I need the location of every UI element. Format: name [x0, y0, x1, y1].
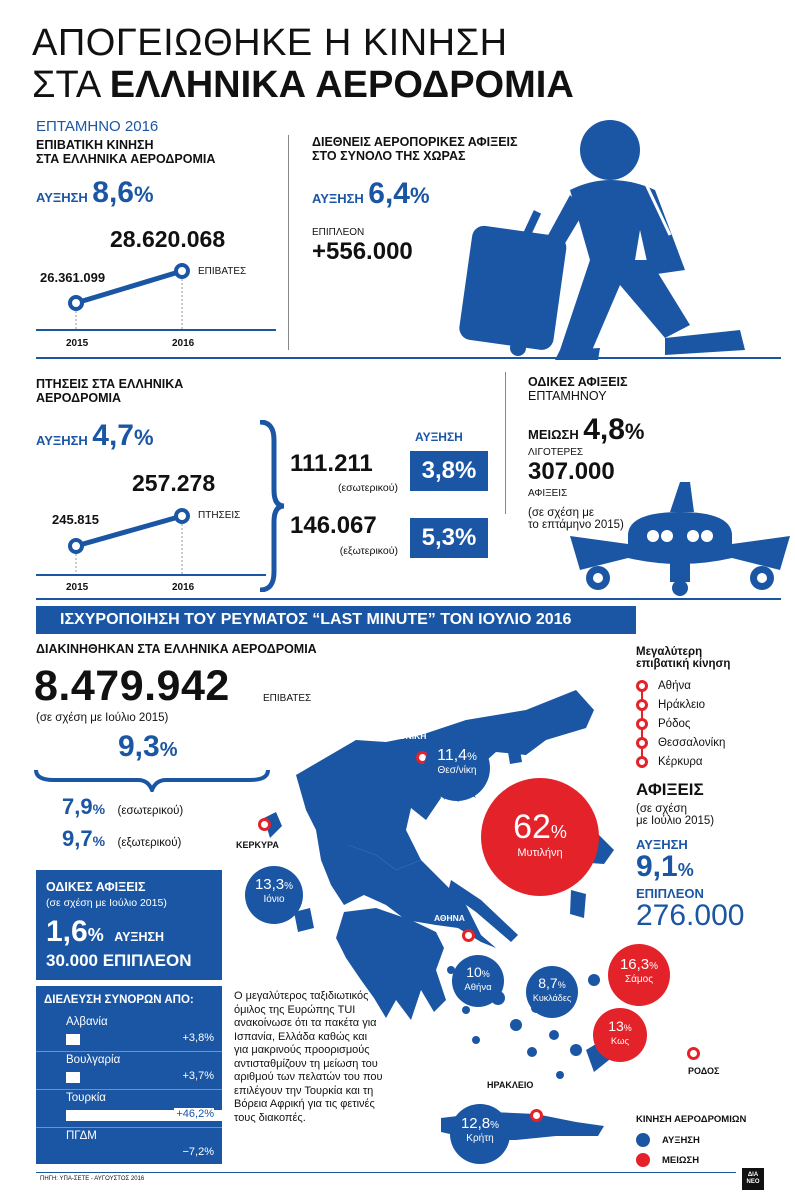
domestic-flights-pct: 3,8% [410, 451, 488, 491]
road7-arrivals-label: ΑΦΙΞΕΙΣ [528, 488, 568, 499]
legend-down-dot [636, 1153, 650, 1167]
legend-ring-icon [636, 680, 648, 692]
flights-year-2016: 2016 [172, 582, 195, 593]
arrivals-increase-label: ΑΥΞΗΣΗ [636, 837, 688, 852]
legend-down-row [636, 1153, 786, 1167]
flights-col-label: ΑΥΞΗΣΗ [415, 430, 463, 444]
title-line-2-light: ΣΤΑ [32, 64, 100, 106]
july-dom-label: (εσωτερικού) [117, 805, 184, 817]
domestic-flights-value: 111.211 [290, 450, 373, 477]
circle-kykl-name: Κυκλάδες [532, 993, 572, 1003]
circle-ionio-name: Ιόνιο [263, 894, 285, 905]
curly-brace-icon [256, 420, 286, 592]
chios [570, 890, 586, 918]
border-country: Βουλγαρία [66, 1054, 121, 1066]
border-crossings-box [36, 986, 222, 1164]
road-pct-sign: % [87, 925, 104, 945]
publisher-logo-text: ΔΙΑ ΝΕΟ [746, 1172, 760, 1185]
july-total-unit: ΕΠΙΒΑΤΕΣ [263, 693, 312, 704]
july-domestic [62, 794, 183, 820]
divider-horizontal-1 [36, 357, 781, 359]
legend-airport-name: Θεσσαλονίκη [658, 736, 726, 749]
intl-flights-label: (εξωτερικού) [339, 545, 398, 557]
circle-kos [593, 1008, 647, 1062]
legend-up-dot [636, 1133, 650, 1147]
flights-increase-value: 4,7 [92, 419, 134, 452]
border-value: −7,2% [182, 1146, 214, 1158]
circle-samos-value: 16,3 [619, 956, 650, 973]
border-country: ΠΓΔΜ [66, 1130, 97, 1142]
arrivals-note-2: με Ιούλιο 2015) [636, 815, 715, 827]
july-dom-sign: % [92, 801, 106, 817]
flights-heading-2: ΑΕΡΟΔΡΟΜΙΑ [36, 391, 122, 405]
publisher-logo [742, 1168, 764, 1190]
point-2016 [176, 265, 188, 277]
passenger-value-2016: 28.620.068 [110, 226, 226, 252]
circle-ionio-sign: % [284, 881, 294, 892]
arrivals-pct: 9,1 [636, 850, 678, 883]
border-country: Αλβανία [66, 1016, 108, 1028]
legend-airport-name: Κέρκυρα [658, 755, 703, 768]
road7-less-value: 307.000 [528, 458, 615, 485]
border-row [36, 1014, 222, 1052]
divider-horizontal-2 [36, 598, 781, 600]
flights-point-2015 [70, 540, 82, 552]
arrivals-extra-value: 276.000 [636, 899, 745, 932]
city-label-thessaloniki: ΘΕΣΣΑΛΟΝΙΚΗ [365, 731, 427, 741]
source-note: ΠΗΓΗ: ΥΠΑ-ΣΕΤΕ - ΑΥΓΟΥΣΤΟΣ 2016 [40, 1176, 145, 1182]
intl-flights-pct: 5,3% [410, 518, 488, 558]
border-bar [66, 1072, 80, 1083]
legend-up-label: ΑΥΞΗΣΗ [662, 1134, 700, 1146]
increase-pct: % [134, 182, 154, 207]
title-line-1: ΑΠΟΓΕΙΩΘΗΚΕ Η ΚΙΝΗΣΗ [32, 22, 508, 64]
point-2015 [70, 297, 82, 309]
july-international [62, 826, 181, 852]
border-value: +3,8% [182, 1032, 214, 1044]
intl-increase-pct: % [410, 183, 430, 208]
title-line-2 [32, 64, 632, 106]
legend-airport-item [636, 752, 786, 771]
title-line-2-bold: ΕΛΛΗΝΙΚΑ ΑΕΡΟΔΡΟΜΙΑ [109, 64, 574, 106]
july-pct-value: 9,3 [118, 730, 160, 763]
circle-kyklades [526, 966, 578, 1018]
circle-mytil-value: 62 [513, 808, 551, 846]
legend-airport-item [636, 733, 786, 752]
road-pct-row [46, 915, 222, 949]
circle-mytil-sign: % [550, 822, 567, 842]
airport-marker-rodos [687, 1047, 700, 1060]
road-title: ΟΔΙΚΕΣ ΑΦΙΞΕΙΣ [46, 880, 146, 894]
flights-unit: ΠΤΗΣΕΙΣ [198, 510, 241, 521]
legend-ring-icon [636, 737, 648, 749]
flights-year-2015: 2015 [66, 582, 89, 593]
city-label-kerkyra: ΚΕΡΚΥΡΑ [236, 840, 279, 850]
year-2015: 2015 [66, 338, 89, 349]
airplane-icon [570, 478, 790, 608]
circle-mytilini [481, 778, 599, 896]
airport-legend [636, 646, 786, 771]
july-total: 8.479.942 [34, 662, 230, 710]
circle-ionio-value: 13,3 [254, 876, 285, 893]
city-label-rodos: ΡΟΔΟΣ [688, 1066, 720, 1076]
legend-down-label: ΜΕΙΩΣΗ [662, 1154, 700, 1166]
circle-thess-name: Θεσ/νίκη [437, 765, 477, 776]
road-pct: 1,6 [46, 915, 88, 948]
july-pct-sign: % [159, 739, 178, 761]
circle-athina-value: 10 [466, 964, 482, 980]
legend-airport-name: Ρόδος [658, 717, 691, 730]
last-minute-banner [36, 606, 636, 634]
circle-athina-name: Αθήνα [464, 982, 492, 993]
road7-decrease-value: 4,8 [583, 413, 625, 446]
flights-increase-label: ΑΥΞΗΣΗ [36, 433, 88, 448]
circle-athina-sign: % [481, 969, 490, 979]
flights-increase-pct: % [134, 425, 154, 450]
legend-list [636, 676, 786, 771]
increase-label: ΑΥΞΗΣΗ [36, 190, 88, 205]
july-heading: ΔΙΑΚΙΝΗΘΗΚΑΝ ΣΤΑ ΕΛΛΗΝΙΚΑ ΑΕΡΟΔΡΟΜΙΑ [36, 642, 317, 656]
flights-trend-line [76, 516, 182, 546]
arrivals-pct-sign: % [677, 860, 694, 880]
legend-ring-icon [636, 699, 648, 711]
legend-ring-icon [636, 718, 648, 730]
trend-line [76, 271, 182, 303]
road7-note-1: (σε σχέση με [528, 507, 594, 519]
arrivals-extra-label: ΕΠΙΠΛΕΟΝ [636, 886, 704, 901]
city-label-irakleio: ΗΡΑΚΛΕΙΟ [487, 1080, 534, 1090]
intl-flights-value: 146.067 [290, 512, 377, 539]
passenger-line-chart [36, 255, 276, 335]
movement-legend-title: ΚΙΝΗΣΗ ΑΕΡΟΔΡΟΜΙΩΝ [636, 1114, 747, 1125]
arrivals-panel [636, 780, 786, 933]
circle-kos-name: Κως [610, 1036, 630, 1047]
divider-vertical-mid [505, 372, 506, 514]
airport-marker-kerkyra [258, 818, 271, 831]
circle-kykl-value: 8,7 [538, 975, 558, 991]
banner-text: ΙΣΧΥΡΟΠΟΙΗΣΗ ΤΟΥ ΡΕΥΜΑΤΟΣ “LAST MINUTE” ΤΟΝ ΙΟΥΛΙΟ 2016 [60, 611, 572, 628]
road7-heading-1: ΟΔΙΚΕΣ ΑΦΙΞΕΙΣ [528, 375, 628, 389]
intl-increase-value: 6,4 [368, 177, 410, 210]
legend-title-1: Μεγαλύτερη [636, 646, 703, 658]
flights-value-2015: 245.815 [52, 512, 99, 527]
legend-airport-item [636, 676, 786, 695]
road7-decrease [528, 413, 778, 447]
circle-samos [608, 944, 670, 1006]
circle-mytil-name: Μυτιλήνη [517, 847, 563, 859]
passenger-heading-2: ΣΤΑ ΕΛΛΗΝΙΚΑ ΑΕΡΟΔΡΟΜΙΑ [36, 152, 216, 166]
circle-kriti [450, 1104, 510, 1164]
border-row [36, 1128, 222, 1166]
intl-extra-value: +556.000 [312, 238, 413, 265]
circle-athina [452, 955, 504, 1007]
road7-note-2: το επτάμηνο 2015) [528, 519, 624, 531]
legend-up-row [636, 1133, 786, 1147]
passenger-increase [36, 176, 286, 210]
flights-increase [36, 419, 266, 453]
circle-kos-value: 13 [608, 1018, 624, 1034]
july-note: (σε σχέση με Ιούλιο 2015) [36, 712, 169, 724]
legend-airport-item [636, 714, 786, 733]
border-country: Τουρκία [66, 1092, 106, 1104]
passenger-value-2015: 26.361.099 [40, 270, 106, 285]
intl-increase-label: ΑΥΞΗΣΗ [312, 191, 364, 206]
border-value: +3,7% [182, 1070, 214, 1082]
border-row [36, 1090, 222, 1128]
legend-airport-name: Αθήνα [658, 679, 691, 692]
road-extra: 30.000 ΕΠΙΠΛΕΟΝ [46, 951, 192, 970]
flights-line-chart [36, 500, 266, 580]
july-dom-pct: 7,9 [62, 794, 93, 819]
circle-kriti-sign: % [490, 1120, 500, 1131]
road-increase-label: ΑΥΞΗΣΗ [114, 930, 165, 944]
road7-less-label: ΛΙΓΟΤΕΡΕΣ [528, 447, 584, 458]
year-2016: 2016 [172, 338, 195, 349]
arrivals-note-1: (σε σχέση [636, 803, 688, 815]
july-int-pct: 9,7 [62, 826, 93, 851]
increase-value: 8,6 [92, 176, 134, 209]
flights-point-2016 [176, 510, 188, 522]
arrivals-title: ΑΦΙΞΕΙΣ [636, 780, 704, 799]
intl-heading-1: ΔΙΕΘΝΕΙΣ ΑΕΡΟΠΟΡΙΚΕΣ ΑΦΙΞΕΙΣ [312, 135, 518, 149]
intl-heading-2: ΣΤΟ ΣΥΝΟΛΟ ΤΗΣ ΧΩΡΑΣ [312, 149, 466, 163]
circle-kykl-sign: % [557, 980, 566, 990]
bracket-icon [34, 768, 270, 792]
july-pct [118, 730, 178, 764]
domestic-flights-label: (εσωτερικού) [337, 482, 398, 494]
border-bar [66, 1034, 80, 1045]
airport-marker-irakleio [530, 1109, 543, 1122]
circle-samos-name: Σάμος [624, 974, 654, 985]
intl-extra-label: ΕΠΙΠΛΕΟΝ [312, 227, 365, 238]
road7-heading-2: ΕΠΤΑΜΗΝΟΥ [528, 389, 607, 403]
thasos [508, 750, 522, 764]
legend-title-2: επιβατική κίνηση [636, 658, 731, 670]
circle-ionio [245, 866, 303, 924]
section-flights [36, 377, 266, 453]
circle-samos-sign: % [649, 961, 659, 972]
legend-airport-name: Ηράκλειο [658, 698, 706, 711]
circle-thess-value: 11,4 [437, 747, 468, 764]
road-arrivals-box [36, 870, 222, 980]
circle-kos-sign: % [623, 1023, 632, 1033]
airport-marker-athina [462, 929, 475, 942]
circle-kriti-name: Κρήτη [466, 1133, 494, 1144]
passenger-unit: ΕΠΙΒΑΤΕΣ [198, 266, 247, 277]
legend-airport-item [636, 695, 786, 714]
passenger-heading-1: ΕΠΙΒΑΤΙΚΗ ΚΙΝΗΣΗ [36, 138, 154, 152]
circle-thess-sign: % [467, 751, 477, 763]
road-note: (σε σχέση με Ιούλιο 2015) [46, 897, 167, 909]
tui-paragraph: Ο μεγαλύτερος ταξιδιωτικός όμιλος της Ευρώπης TUI ανακοίνωσε ότι τα πακέτα για Ισπανία, Ελλάδα καθώς και για μακρινούς προορισμούς αντισταθμίζουν τη μείωση του αριθμού των πελατών του που επιλέγουν την Τουρκία και τη Βόρεια Αφρική για τις φετινές τους διακοπές. [234, 990, 383, 1124]
divider-vertical-top [288, 135, 289, 350]
border-value: +46,2% [176, 1108, 214, 1120]
footer-line [36, 1172, 736, 1173]
city-label-athina: ΑΘΗΝΑ [434, 913, 465, 923]
legend-ring-icon [636, 756, 648, 768]
july-int-sign: % [92, 833, 106, 849]
border-row [36, 1052, 222, 1090]
movement-legend [636, 1114, 786, 1167]
road7-decrease-label: ΜΕΙΩΣΗ [528, 427, 579, 442]
circle-thessaloniki [424, 735, 490, 801]
july-int-label: (εξωτερικού) [117, 837, 182, 849]
flights-value-2016: 257.278 [132, 470, 216, 496]
traveler-with-suitcase-icon [440, 110, 790, 360]
arrivals-pct-row [636, 850, 786, 884]
road7-decrease-pct: % [624, 419, 645, 444]
flights-heading-1: ΠΤΗΣΕΙΣ ΣΤΑ ΕΛΛΗΝΙΚΑ [36, 377, 184, 391]
period-label: ΕΠΤΑΜΗΝΟ 2016 [36, 118, 159, 135]
border-title: ΔΙΕΛΕΥΣΗ ΣΥΝΟΡΩΝ ΑΠΟ: [44, 994, 194, 1006]
page-title [32, 22, 632, 106]
circle-kriti-value: 12,8 [460, 1115, 491, 1132]
